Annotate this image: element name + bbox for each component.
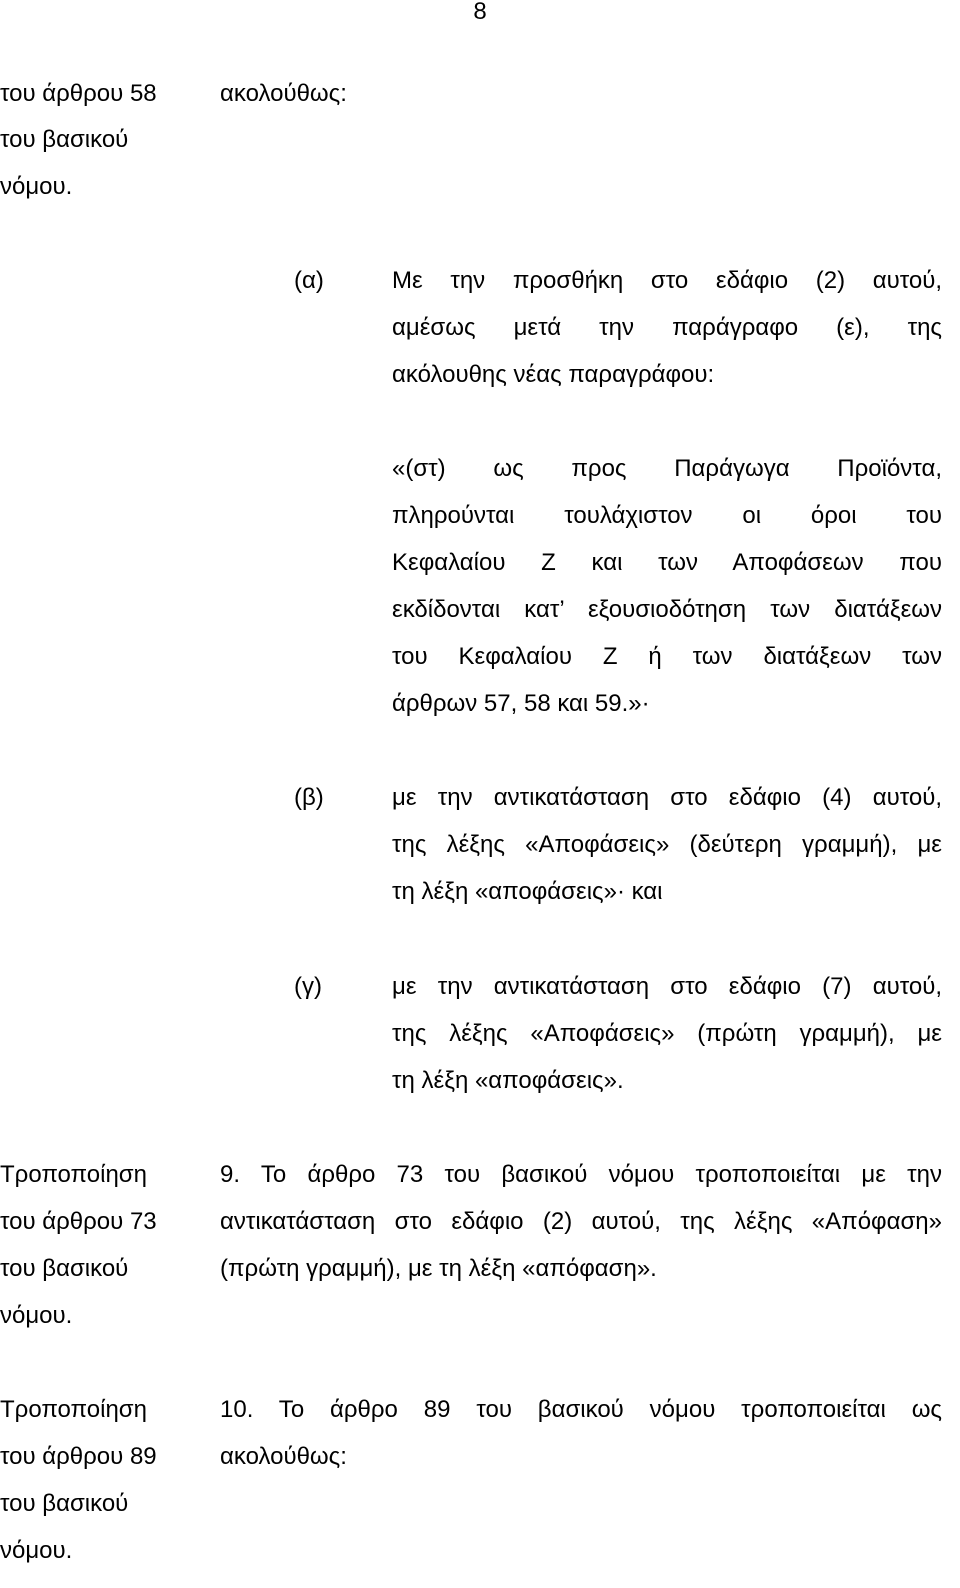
section-9-line: (πρώτη γραμμή), με τη λέξη «απόφαση». — [220, 1255, 657, 1282]
section-9-margin-note: του άρθρου 73 — [0, 1208, 157, 1235]
quote-line: εκδίδονται κατ’ εξουσιοδότηση των διατάξεων — [392, 596, 942, 623]
quote-line: πληρούνται τουλάχιστον οι όροι του — [392, 502, 942, 529]
item-a-line: ακόλουθης νέας παραγράφου: — [392, 361, 715, 388]
section-10-margin-note: του άρθρου 89 — [0, 1443, 157, 1470]
item-b-label: (β) — [294, 784, 324, 811]
section-10-line: ακολούθως: — [220, 1443, 347, 1470]
page-number: 8 — [473, 0, 487, 25]
section-9-margin-note: του βασικού — [0, 1255, 129, 1282]
item-c-line: με την αντικατάσταση στο εδάφιο (7) αυτού, — [392, 973, 942, 1000]
item-a-line: αμέσως μετά την παράγραφο (ε), της — [392, 314, 942, 341]
section-9-margin-note: Τροποποίηση — [0, 1161, 147, 1188]
quote-line: Κεφαλαίου Ζ και των Αποφάσεων που — [392, 549, 942, 576]
section-10-margin-note: Τροποποίηση — [0, 1396, 147, 1423]
section-10-line: 10. Το άρθρο 89 του βασικού νόμου τροποποιείται ως — [220, 1396, 942, 1423]
quote-line: άρθρων 57, 58 και 59.»· — [392, 690, 650, 717]
section-9-line: αντικατάσταση στο εδάφιο (2) αυτού, της λέξης «Απόφαση» — [220, 1208, 942, 1235]
section-10-margin-note: του βασικού — [0, 1490, 129, 1517]
item-c-line: της λέξης «Αποφάσεις» (πρώτη γραμμή), με — [392, 1020, 942, 1047]
item-a-line: Με την προσθήκη στο εδάφιο (2) αυτού, — [392, 267, 942, 294]
item-c-line: τη λέξη «αποφάσεις». — [392, 1067, 624, 1094]
section-9-line: 9. Το άρθρο 73 του βασικού νόμου τροποποιείται με την — [220, 1161, 942, 1188]
item-b-line: τη λέξη «αποφάσεις»· και — [392, 878, 663, 905]
margin-note-line: νόμου. — [0, 173, 73, 200]
item-b-line: με την αντικατάσταση στο εδάφιο (4) αυτού, — [392, 784, 942, 811]
continuation-text: ακολούθως: — [220, 80, 347, 107]
item-c-label: (γ) — [294, 973, 322, 1000]
section-9-margin-note: νόμου. — [0, 1302, 73, 1329]
quote-line: «(στ) ως προς Παράγωγα Προϊόντα, — [392, 455, 942, 482]
margin-note-line: του άρθρου 58 — [0, 80, 157, 107]
quote-line: του Κεφαλαίου Ζ ή των διατάξεων των — [392, 643, 942, 670]
item-a-label: (α) — [294, 267, 324, 294]
margin-note-line: του βασικού — [0, 126, 129, 153]
item-b-line: της λέξης «Αποφάσεις» (δεύτερη γραμμή), με — [392, 831, 942, 858]
section-10-margin-note: νόμου. — [0, 1537, 73, 1564]
